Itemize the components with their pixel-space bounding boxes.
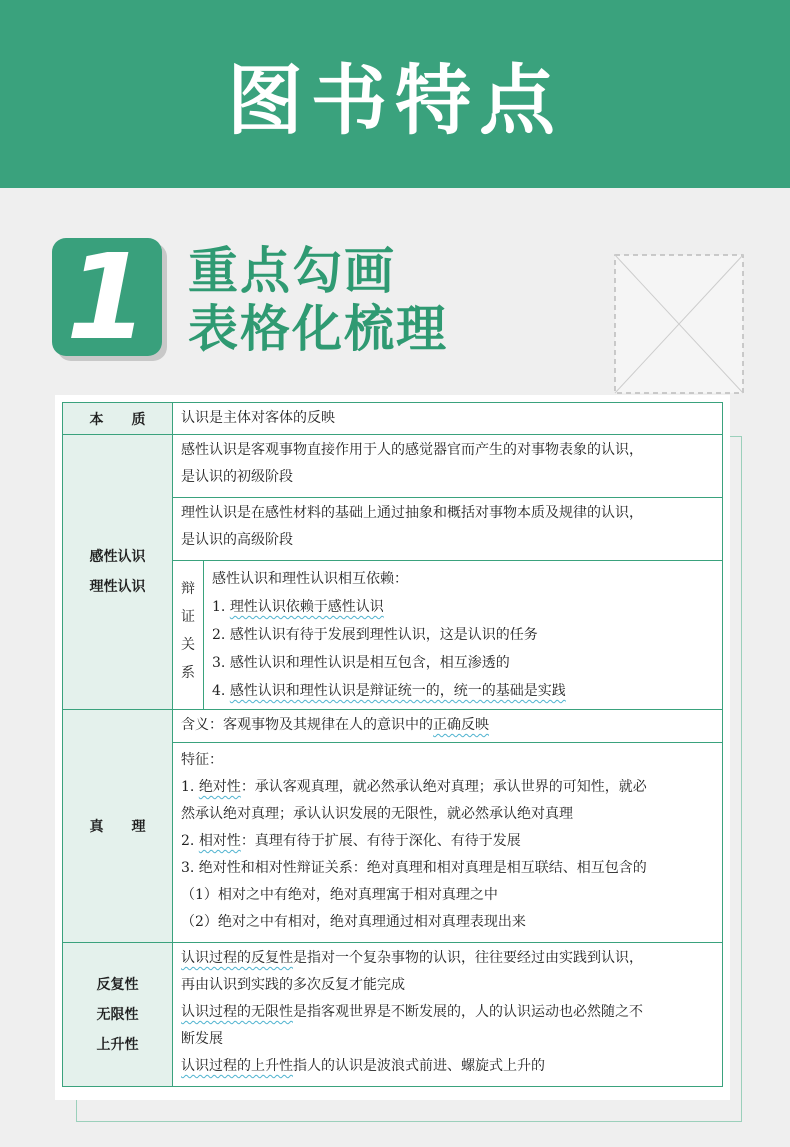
table-row xyxy=(63,710,723,743)
mascot-placeholder xyxy=(614,254,744,394)
table-row xyxy=(63,943,723,1087)
table-cell: 特征： 1. 绝对性：承认客观真理，就必然承认绝对真理；承认世界的可知性，就必 然承认绝对真理；承认认识发展的无限性，就必然承认绝对真理 2. 相对性：真理有待于扩展、有待于深化、有待于发展 3. 绝对性和相对性辩证关系：绝对真理和相对真理是相互联结、相互包含的 （1）相对之中有绝对，绝对真理寓于相对真理之中 （2）绝对之中有相对，绝对真理通过相对真理表现出来 xyxy=(173,743,723,943)
table-cell: 感性认识是客观事物直接作用于人的感觉器官而产生的对事物表象的认识， 是认识的初级阶段 xyxy=(173,435,723,498)
list-item: 1. 理性认识依赖于感性认识 xyxy=(212,599,384,615)
knowledge-table xyxy=(62,402,723,1087)
banner-title: 图书特点 xyxy=(227,55,563,145)
table-cell: 理性认识是在感性材料的基础上通过抽象和概括对事物本质及规律的认识， 是认识的高级阶段 xyxy=(173,498,723,561)
table-cell xyxy=(173,561,723,710)
dialectic-body: 感性认识和理性认识相互依赖： 1. 理性认识依赖于感性认识 2. 感性认识有待于发展到理性认识，这是认识的任务 3. 感性认识和理性认识是相互包含，相互渗透的 4. 感性认识和理性认识是辩证统一的，统一的基础是实践 xyxy=(204,561,722,709)
row-label: 本 质 xyxy=(63,403,173,435)
section-number: 1 xyxy=(65,228,149,366)
row-label: 真 理 xyxy=(63,710,173,943)
row-label: 感性认识 理性认识 xyxy=(63,435,173,710)
table-row xyxy=(63,403,723,435)
section-number-badge xyxy=(52,228,162,366)
list-item: 4. 感性认识和理性认识是辩证统一的，统一的基础是实践 xyxy=(212,683,566,699)
row-label: 反复性 无限性 上升性 xyxy=(63,943,173,1087)
table-row xyxy=(63,435,723,498)
table-cell: 认识是主体对客体的反映 xyxy=(173,403,723,435)
list-item: 3. 感性认识和理性认识是相互包含，相互渗透的 xyxy=(212,655,510,671)
section-heading-line2: 表格化梳理 xyxy=(188,300,448,358)
section-heading-line1: 重点勾画 xyxy=(188,242,396,300)
dialectic-label: 辩 证 关 系 xyxy=(173,561,204,709)
table-cell: 认识过程的反复性是指对一个复杂事物的认识，往往要经过由实践到认识， 再由认识到实践的多次反复才能完成 认识过程的无限性是指客观世界是不断发展的，人的认识运动也必然随之不 断发展 认识过程的上升性指人的认识是波浪式前进、螺旋式上升的 xyxy=(173,943,723,1087)
table-cell: 含义：客观事物及其规律在人的意识中的正确反映 xyxy=(173,710,723,743)
list-item: 2. 感性认识有待于发展到理性认识，这是认识的任务 xyxy=(212,627,538,643)
